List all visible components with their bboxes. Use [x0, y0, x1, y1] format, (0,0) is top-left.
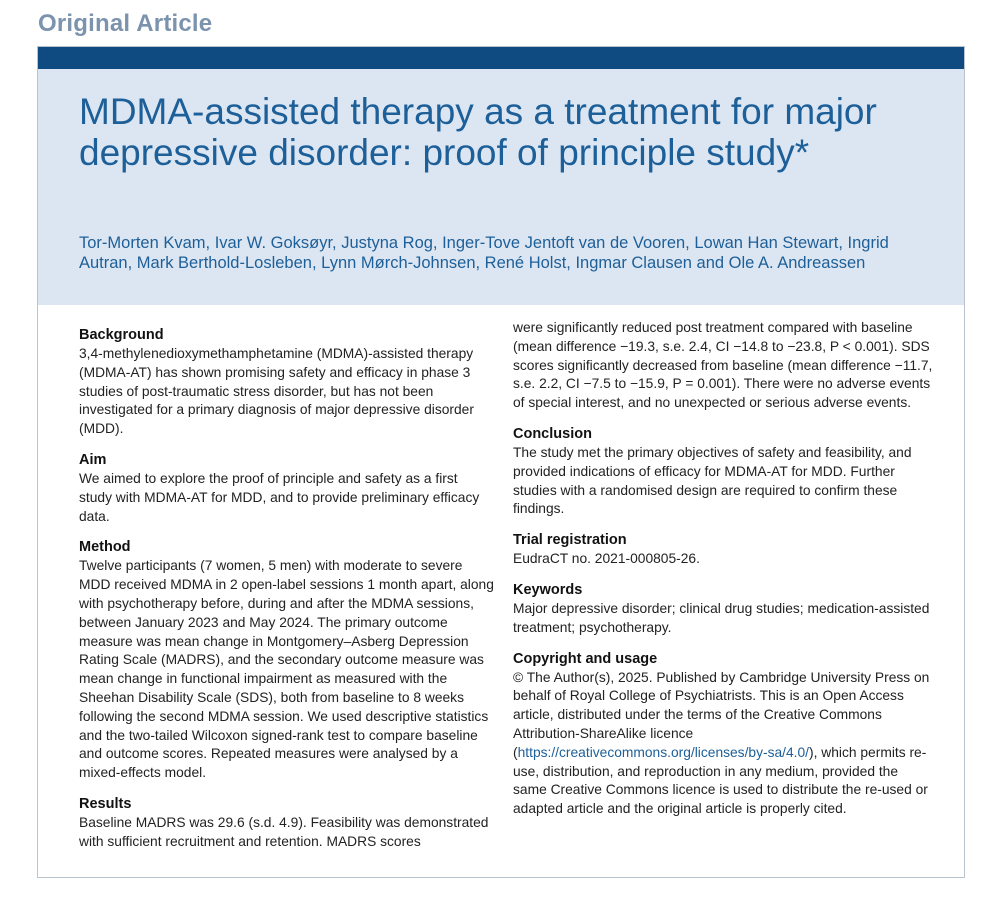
trial-registration-heading: Trial registration [513, 532, 627, 549]
aim-text: We aimed to explore the proof of principle and safety as a first study with MDMA-AT for MDD, and to provide preliminary efficacy data. [79, 470, 480, 524]
results-text-continued: were significantly reduced post treatment compared with baseline (mean difference −19.3, s.e. 2.4, CI −14.8 to −23.8, P < 0.001). SDS scores significantly decreased from baseline (mean difference −11.7, s.e. 2.2, CI −7.5 to −15.9, P = 0.001). There were no adverse events of special interest, and no unexpected or serious adverse events. [513, 320, 933, 411]
article-frame [37, 46, 965, 878]
license-link[interactable]: https://creativecommons.org/licenses/by-sa/4.0/ [517, 744, 810, 760]
conclusion-text: The study met the primary objectives of safety and feasibility, and provided indications of efficacy for MDMA-AT for MDD. Further studies with a randomised design are required to confirm these findings. [513, 444, 912, 517]
header-top-bar [38, 47, 964, 69]
trial-registration-text: EudraCT no. 2021-000805-26. [513, 551, 700, 567]
keywords-heading: Keywords [513, 581, 583, 598]
article-title: MDMA-assisted therapy as a treatment for major depressive disorder: proof of principle study* [79, 91, 877, 173]
abstract-left-column [79, 325, 494, 863]
aim-heading: Aim [79, 451, 107, 468]
copyright-heading: Copyright and usage [513, 650, 658, 667]
abstract-right-column [513, 319, 933, 830]
copyright-text-start: © The Author(s), 2025. Published by Cambridge University Press on behalf of Royal College of Psychiatrists. This is an Open Access article, distributed under the terms of the Creative Commons Attribution-ShareAlike licence ( [513, 669, 930, 760]
article-header [38, 69, 964, 305]
author-list: Tor-Morten Kvam, Ivar W. Goksøyr, Justyna Rog, Inger-Tove Jentoft van de Vooren, Lowan Han Stewart, Ingrid Autran, Mark Berthold-Losleben, Lynn Mørch-Johnsen, René Holst, Ingmar Clausen and Ole A. Andreassen [79, 234, 889, 272]
results-heading: Results [79, 795, 132, 812]
section-label: Original Article [38, 10, 213, 37]
keywords-text: Major depressive disorder; clinical drug studies; medication-assisted treatment; psychotherapy. [513, 600, 930, 635]
conclusion-heading: Conclusion [513, 425, 592, 442]
method-text: Twelve participants (7 women, 5 men) with moderate to severe MDD received MDMA in 2 open-label sessions 1 month apart, along with psychotherapy before, during and after the MDMA sessions, between January 2023 and May 2024. The primary outcome measure was mean change in Montgomery–Asberg Depression Rating Scale (MADRS), and the secondary outcome measure was mean change in functional impairment as measured with the Sheehan Disability Scale (SDS), both from baseline to 8 weeks following the second MDMA session. We used descriptive statistics and the two-tailed Wilcoxon signed-rank test to compare baseline and outcome scores. Repeated measures were analysed by a mixed-effects model. [79, 558, 494, 781]
method-heading: Method [79, 539, 131, 556]
results-text: Baseline MADRS was 29.6 (s.d. 4.9). Feasibility was demonstrated with sufficient recruitment and retention. MADRS scores [79, 814, 489, 849]
copyright-text [513, 669, 933, 819]
background-heading: Background [79, 327, 164, 343]
copyright-text-end: ), which permits re-use, distribution, and reproduction in any medium, provided the same Creative Commons licence is used to distribute the re-used or adapted article and the original article is properly cited. [513, 744, 928, 817]
background-text: 3,4-methylenedioxymethamphetamine (MDMA)-assisted therapy (MDMA-AT) has shown promising safety and efficacy in phase 3 studies of post-traumatic stress disorder, but has not been investigated for a primary diagnosis of major depressive disorder (MDD). [79, 346, 474, 437]
